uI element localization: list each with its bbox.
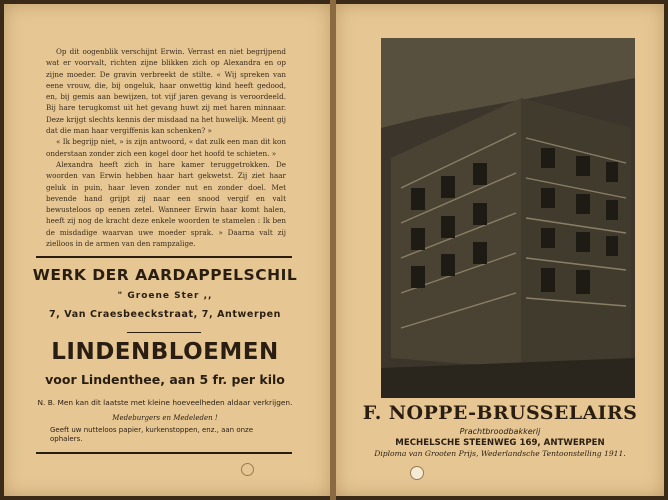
bakery-name: F. NOPPE-BRUSSELAIRS bbox=[362, 402, 638, 424]
ad-appeal: Medeburgers en Medeleden ! bbox=[112, 414, 218, 422]
story-paragraph: Alexandra heeft zich in hare kamer teruggetrokken. De woorden van Erwin hebben haar hart gekwetst. Zij ziet haar geluk in puin, haar leven zonder nut en zonder doel. Met bevende hand grijpt zij naar een snood vergif en valt bewusteloos op eenen zetel. Wanneer Erwin haar komt halen, heeft zij nog de kracht deze enkele woorden te stamelen : Ik ben de misdadige waarvan uwe moeder sprak. » Daarna valt zij zielloos in de armen van den rampzalige. bbox=[46, 159, 286, 249]
bakery-trade: Prachtbroodbakkerij bbox=[459, 427, 541, 436]
bakery-diploma: Diploma van Grooten Prijs, Wederlandsche Tentoonstelling 1911. bbox=[374, 449, 626, 458]
punch-hole bbox=[410, 466, 424, 480]
ad-product: LINDENBLOEMEN bbox=[51, 339, 279, 365]
story-paragraph: Op dit oogenblik verschijnt Erwin. Verrast en niet begrijpend wat er voorvalt, richten zijne blikken zich op Alexandra en op zijne moeder. De gravin verbreekt de stilte. « Wij spreken van eene vrouw, die, bij ongeluk, haar onwettig kind heeft gedood, en, bij gemis aan bewijzen, tot vijf jaren gevang is veroordeeld. Bij hare terugkomst uit het gevang huwt zij met haren minnaar. Deze krijgt slechts kennis der misdaad na het huwelijk. Meent gij dat die man haar vergiffenis kan schenken? » bbox=[46, 47, 286, 136]
ad-request: Geeft uw nutteloos papier, kurkenstoppen, enz., aan onze ophalers. bbox=[50, 426, 254, 443]
bakery-address: MECHELSCHE STEENWEG 169, ANTWERPEN bbox=[395, 438, 605, 448]
building-photo bbox=[381, 38, 635, 398]
ad-subtitle: " Groene Ster ,, bbox=[117, 291, 213, 301]
ad-note: N. B. Men kan dit laatste met kleine hoeveelheden aldaar verkrijgen. bbox=[37, 398, 293, 407]
story-paragraph: « Ik begrijp niet, » is zijn antwoord, « dat zulk een man dit kon onderstaan zonder zich een kogel door het hoofd te schieten. » bbox=[46, 137, 286, 158]
story-text bbox=[46, 46, 286, 249]
divider-bottom bbox=[36, 452, 292, 454]
ad-address: 7, Van Craesbeeckstraat, 7, Antwerpen bbox=[48, 309, 282, 320]
ad-title: WERK DER AARDAPPELSCHIL bbox=[32, 266, 298, 284]
short-divider bbox=[127, 332, 201, 333]
building-illustration bbox=[381, 38, 635, 398]
divider-top bbox=[36, 256, 292, 258]
punch-hole bbox=[241, 463, 254, 476]
ad-price: voor Lindenthee, aan 5 fr. per kilo bbox=[45, 372, 285, 387]
